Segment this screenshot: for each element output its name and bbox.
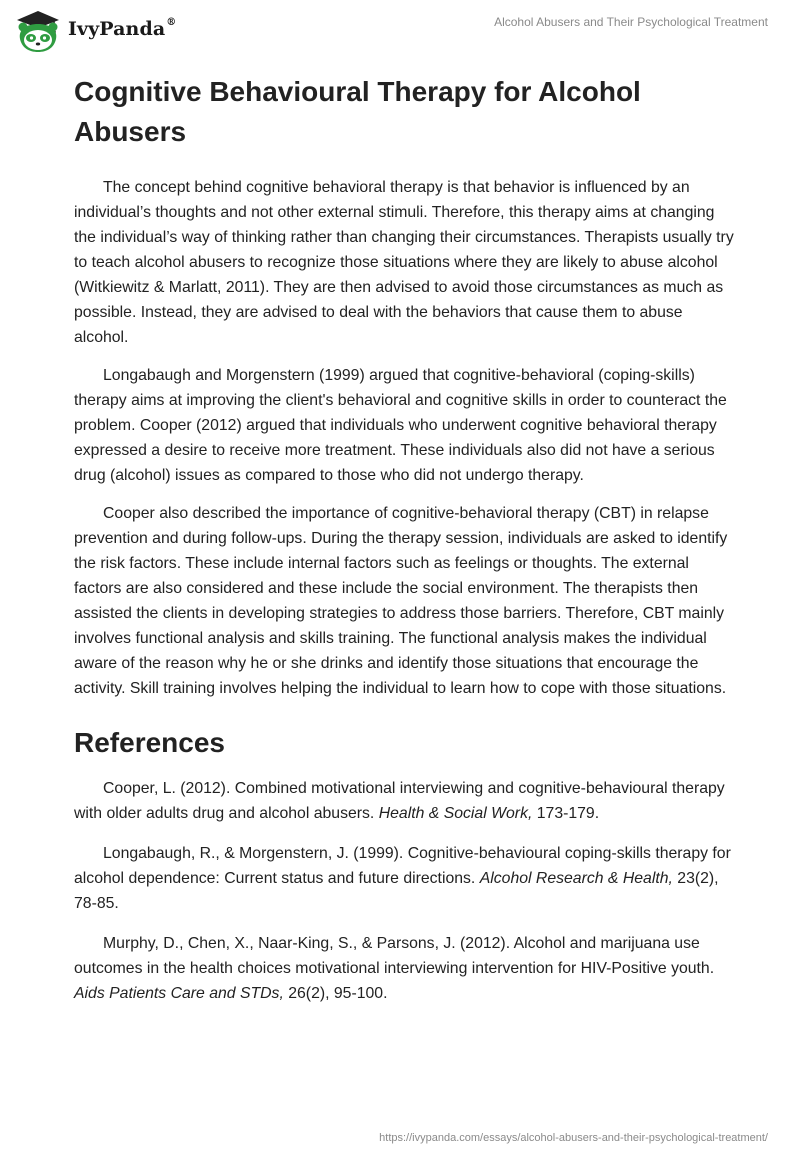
body-paragraph: Cooper also described the importance of cognitive-behavioral therapy (CBT) in relapse prevention and during follow-ups. During the therapy session, individuals are asked to identify the risk factors. These include internal factors such as feelings or thoughts. The external factors are also considered and these include the social environment. The therapists then assisted the clients in developing strategies to address those barriers. Therefore, CBT mainly involves functional analysis and skills training. The functional analysis makes the individual aware of the reason why he or she drinks and identify those situations that encourage the activity. Skill training involves helping the individual to learn how to cope with those situations. [74, 505, 728, 697]
body-paragraph: Longabaugh and Morgenstern (1999) argued that cognitive-behavioral (coping-skills) therapy aims at improving the client's behavioral and cognitive skills in order to counteract the problem. Cooper (2012) argued that individuals who underwent cognitive behavioral therapy expressed a desire to receive more treatment. These individuals also did not have a serious drug (alcohol) issues as compared to those who did not undergo therapy. [74, 367, 727, 484]
source-url[interactable]: https://ivypanda.com/essays/alcohol-abusers-and-their-psychological-treatment/ [379, 1132, 768, 1144]
reference-source: Alcohol Research & Health, [479, 870, 673, 887]
reference-entry: Murphy, D., Chen, X., Naar-King, S., & Parsons, J. (2012). Alcohol and marijuana use outcomes in the health choices motivational interviewing intervention for HIV-Positive youth. Aids Patients Care and STDs, 26(2), 95-100. [74, 935, 715, 1002]
reference-entry: Longabaugh, R., & Morgenstern, J. (1999). Cognitive-behavioural coping-skills therapy for alcohol dependence: Current status and future directions. Alcohol Research & Health, 23(2), 78-85. [74, 845, 731, 912]
reference-source: Health & Social Work, [378, 805, 533, 822]
body-paragraph: The concept behind cognitive behavioral therapy is that behavior is influenced by an individual’s thoughts and not other external stimuli. Therefore, this therapy aims at changing the individual’s way of thinking rather than changing their circumstances. Therapists usually try to teach alcohol abusers to recognize those situations where they are likely to abuse alcohol (Witkiewitz & Marlatt, 2011). They are then advised to avoid those circumstances as much as possible. Instead, they are advised to deal with the behaviors that cause them to abuse alcohol. [74, 179, 734, 346]
references-heading: References [74, 727, 225, 758]
reference-entry: Cooper, L. (2012). Combined motivational interviewing and cognitive-behavioural therapy with older adults drug and alcohol abusers. Health & Social Work, 173-179. [74, 780, 725, 822]
brand-name: IvyPanda® [68, 16, 177, 40]
panda-graduate-icon [14, 9, 62, 53]
article-body [74, 72, 734, 1021]
reference-source: Aids Patients Care and STDs, [74, 985, 284, 1002]
page-header [0, 0, 800, 60]
ivypanda-logo[interactable] [14, 9, 176, 53]
running-title: Alcohol Abusers and Their Psychological Treatment [494, 15, 768, 29]
article-title: Cognitive Behavioural Therapy for Alcohol Abusers [74, 76, 641, 147]
